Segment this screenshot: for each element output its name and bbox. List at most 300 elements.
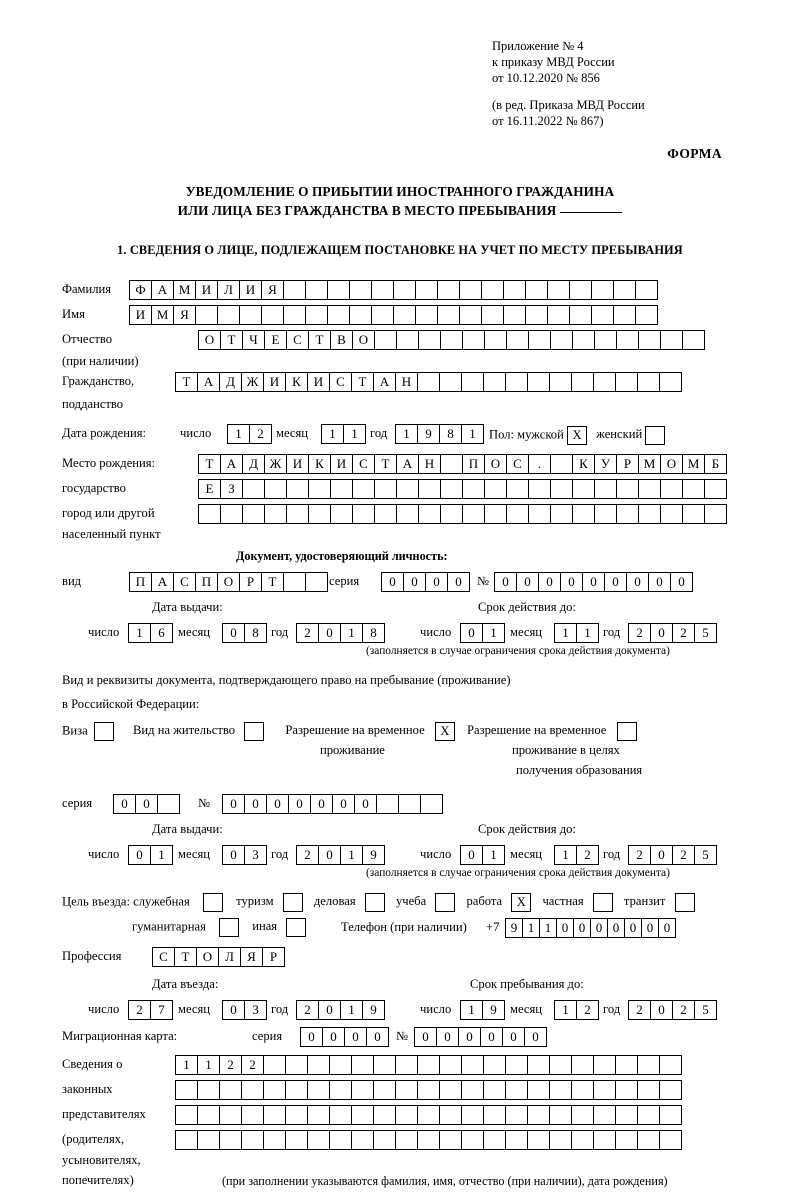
form-cell[interactable]: Т — [198, 454, 221, 474]
form-cell[interactable]: Е — [198, 479, 221, 499]
form-cell[interactable] — [349, 305, 372, 325]
temp-residence-checkbox[interactable]: X — [435, 722, 455, 741]
form-cell[interactable]: 0 — [516, 572, 539, 592]
form-cell[interactable] — [327, 305, 350, 325]
form-cell[interactable] — [462, 479, 485, 499]
form-cell[interactable] — [195, 305, 218, 325]
form-cell[interactable]: 0 — [573, 918, 591, 938]
form-cell[interactable] — [285, 1105, 308, 1125]
form-cell[interactable] — [549, 1080, 572, 1100]
form-cell[interactable]: 2 — [672, 1000, 695, 1020]
form-cell[interactable]: 1 — [321, 424, 344, 444]
form-cell[interactable] — [505, 372, 528, 392]
purpose-transit-checkbox[interactable] — [675, 893, 695, 912]
form-cell[interactable] — [286, 504, 309, 524]
form-cell[interactable] — [286, 479, 309, 499]
form-cell[interactable] — [418, 504, 441, 524]
form-cell[interactable] — [571, 372, 594, 392]
form-cell[interactable]: 0 — [626, 572, 649, 592]
form-cell[interactable]: К — [285, 372, 308, 392]
form-cell[interactable] — [593, 1130, 616, 1150]
birth-year-cells[interactable] — [395, 424, 484, 444]
form-cell[interactable] — [528, 504, 551, 524]
form-cell[interactable] — [484, 504, 507, 524]
birth-place-row1-cells[interactable] — [198, 454, 727, 474]
form-cell[interactable]: 5 — [694, 845, 717, 865]
form-cell[interactable] — [462, 504, 485, 524]
form-cell[interactable]: 0 — [222, 623, 245, 643]
form-cell[interactable] — [550, 504, 573, 524]
form-cell[interactable] — [569, 280, 592, 300]
form-cell[interactable] — [351, 1080, 374, 1100]
form-cell[interactable] — [659, 372, 682, 392]
form-cell[interactable] — [285, 1080, 308, 1100]
form-cell[interactable] — [175, 1130, 198, 1150]
form-cell[interactable]: 0 — [366, 1027, 389, 1047]
form-cell[interactable] — [591, 305, 614, 325]
form-cell[interactable] — [637, 1130, 660, 1150]
form-cell[interactable] — [571, 1130, 594, 1150]
form-cell[interactable]: 9 — [482, 1000, 505, 1020]
form-cell[interactable] — [616, 504, 639, 524]
form-cell[interactable] — [327, 280, 350, 300]
form-cell[interactable]: 1 — [395, 424, 418, 444]
form-cell[interactable] — [549, 1055, 572, 1075]
form-cell[interactable] — [241, 1080, 264, 1100]
form-cell[interactable]: 0 — [135, 794, 158, 814]
form-cell[interactable] — [219, 1080, 242, 1100]
legal-rep-row4-cells[interactable] — [175, 1130, 682, 1150]
form-cell[interactable]: 0 — [460, 623, 483, 643]
form-cell[interactable] — [505, 1105, 528, 1125]
form-cell[interactable]: Ж — [241, 372, 264, 392]
form-cell[interactable]: 2 — [241, 1055, 264, 1075]
form-cell[interactable]: 7 — [150, 1000, 173, 1020]
form-cell[interactable] — [217, 305, 240, 325]
form-cell[interactable]: В — [330, 330, 353, 350]
form-cell[interactable] — [527, 1080, 550, 1100]
form-cell[interactable] — [264, 504, 287, 524]
form-cell[interactable]: 1 — [539, 918, 557, 938]
form-cell[interactable] — [481, 305, 504, 325]
form-cell[interactable] — [637, 1080, 660, 1100]
doc-issue-month-cells[interactable] — [222, 623, 267, 643]
form-cell[interactable]: Р — [239, 572, 262, 592]
doc-valid-month-cells[interactable] — [554, 623, 599, 643]
form-cell[interactable] — [547, 280, 570, 300]
form-cell[interactable]: Л — [217, 280, 240, 300]
birth-day-cells[interactable] — [227, 424, 272, 444]
form-cell[interactable]: 8 — [362, 623, 385, 643]
form-cell[interactable] — [569, 305, 592, 325]
form-cell[interactable] — [352, 504, 375, 524]
form-cell[interactable] — [420, 794, 443, 814]
form-cell[interactable]: 2 — [672, 623, 695, 643]
form-cell[interactable] — [525, 280, 548, 300]
form-cell[interactable] — [593, 1105, 616, 1125]
form-cell[interactable]: 8 — [244, 623, 267, 643]
form-cell[interactable]: Т — [175, 372, 198, 392]
form-cell[interactable]: 0 — [538, 572, 561, 592]
form-cell[interactable] — [549, 372, 572, 392]
form-cell[interactable] — [615, 1080, 638, 1100]
form-cell[interactable] — [415, 305, 438, 325]
form-cell[interactable]: 0 — [447, 572, 470, 592]
form-cell[interactable] — [637, 1055, 660, 1075]
doc-valid-year-cells[interactable] — [628, 623, 717, 643]
form-cell[interactable] — [483, 372, 506, 392]
form-cell[interactable] — [263, 1080, 286, 1100]
form-cell[interactable]: 0 — [436, 1027, 459, 1047]
form-cell[interactable] — [330, 479, 353, 499]
form-cell[interactable] — [220, 504, 243, 524]
form-cell[interactable] — [505, 1130, 528, 1150]
form-cell[interactable] — [638, 479, 661, 499]
form-cell[interactable] — [373, 1105, 396, 1125]
form-cell[interactable]: К — [572, 454, 595, 474]
form-cell[interactable]: 1 — [340, 845, 363, 865]
form-cell[interactable] — [613, 305, 636, 325]
form-cell[interactable] — [283, 572, 306, 592]
form-cell[interactable]: 0 — [641, 918, 659, 938]
form-cell[interactable] — [660, 330, 683, 350]
form-cell[interactable] — [417, 1105, 440, 1125]
form-cell[interactable]: 1 — [227, 424, 250, 444]
form-cell[interactable] — [571, 1080, 594, 1100]
purpose-study-checkbox[interactable] — [435, 893, 455, 912]
form-cell[interactable]: Ж — [264, 454, 287, 474]
form-cell[interactable]: П — [129, 572, 152, 592]
form-cell[interactable]: Я — [173, 305, 196, 325]
form-cell[interactable]: 0 — [560, 572, 583, 592]
form-cell[interactable] — [261, 305, 284, 325]
doc-series-cells[interactable] — [381, 572, 470, 592]
form-cell[interactable]: 0 — [222, 794, 245, 814]
stay-valid-month-cells[interactable] — [554, 845, 599, 865]
patronymic-cells[interactable] — [198, 330, 705, 350]
form-cell[interactable] — [439, 1130, 462, 1150]
form-cell[interactable] — [305, 572, 328, 592]
stay-issue-month-cells[interactable] — [222, 845, 267, 865]
form-cell[interactable] — [157, 794, 180, 814]
form-cell[interactable] — [550, 330, 573, 350]
profession-cells[interactable] — [152, 947, 285, 967]
form-cell[interactable]: 0 — [556, 918, 574, 938]
form-cell[interactable]: 2 — [628, 1000, 651, 1020]
form-cell[interactable] — [483, 1080, 506, 1100]
form-cell[interactable]: 0 — [604, 572, 627, 592]
form-cell[interactable] — [615, 1130, 638, 1150]
form-cell[interactable]: 1 — [554, 623, 577, 643]
form-cell[interactable]: А — [151, 280, 174, 300]
form-cell[interactable]: 0 — [502, 1027, 525, 1047]
form-cell[interactable] — [439, 1080, 462, 1100]
form-cell[interactable]: 0 — [318, 623, 341, 643]
form-cell[interactable] — [373, 1055, 396, 1075]
form-cell[interactable]: 0 — [650, 623, 673, 643]
form-cell[interactable]: М — [173, 280, 196, 300]
legal-rep-row2-cells[interactable] — [175, 1080, 682, 1100]
form-cell[interactable]: И — [263, 372, 286, 392]
form-cell[interactable]: 1 — [343, 424, 366, 444]
form-cell[interactable] — [571, 1105, 594, 1125]
form-cell[interactable] — [396, 504, 419, 524]
form-cell[interactable]: 1 — [522, 918, 540, 938]
form-cell[interactable] — [439, 1105, 462, 1125]
form-cell[interactable] — [398, 794, 421, 814]
form-cell[interactable] — [615, 372, 638, 392]
form-cell[interactable]: 0 — [494, 572, 517, 592]
form-cell[interactable]: И — [307, 372, 330, 392]
form-cell[interactable]: Д — [219, 372, 242, 392]
form-cell[interactable]: Р — [262, 947, 285, 967]
form-cell[interactable] — [638, 330, 661, 350]
form-cell[interactable] — [461, 1105, 484, 1125]
form-cell[interactable] — [527, 1105, 550, 1125]
form-cell[interactable] — [371, 305, 394, 325]
form-cell[interactable] — [635, 280, 658, 300]
form-cell[interactable] — [417, 1055, 440, 1075]
form-cell[interactable] — [417, 372, 440, 392]
form-cell[interactable] — [175, 1105, 198, 1125]
form-cell[interactable]: 2 — [576, 1000, 599, 1020]
phone-cells[interactable] — [505, 918, 676, 938]
form-cell[interactable]: Т — [174, 947, 197, 967]
form-cell[interactable]: И — [286, 454, 309, 474]
form-cell[interactable] — [571, 1055, 594, 1075]
form-cell[interactable] — [461, 1080, 484, 1100]
form-cell[interactable]: 0 — [318, 1000, 341, 1020]
form-cell[interactable] — [283, 305, 306, 325]
form-cell[interactable]: 0 — [458, 1027, 481, 1047]
form-cell[interactable] — [615, 1105, 638, 1125]
form-cell[interactable] — [594, 330, 617, 350]
form-cell[interactable] — [349, 280, 372, 300]
form-cell[interactable]: К — [308, 454, 331, 474]
form-cell[interactable]: 5 — [694, 1000, 717, 1020]
form-cell[interactable]: 0 — [648, 572, 671, 592]
form-cell[interactable] — [682, 330, 705, 350]
form-cell[interactable] — [506, 504, 529, 524]
stay-issue-day-cells[interactable] — [128, 845, 173, 865]
form-cell[interactable] — [616, 479, 639, 499]
entry-day-cells[interactable] — [128, 1000, 173, 1020]
form-cell[interactable]: 9 — [417, 424, 440, 444]
form-cell[interactable]: Ф — [129, 280, 152, 300]
name-cells[interactable] — [129, 305, 658, 325]
form-cell[interactable]: Л — [218, 947, 241, 967]
form-cell[interactable]: 1 — [460, 1000, 483, 1020]
form-cell[interactable]: 1 — [576, 623, 599, 643]
form-cell[interactable] — [660, 479, 683, 499]
form-cell[interactable]: 2 — [296, 1000, 319, 1020]
form-cell[interactable] — [638, 504, 661, 524]
form-cell[interactable]: У — [594, 454, 617, 474]
form-cell[interactable] — [461, 372, 484, 392]
form-cell[interactable]: . — [528, 454, 551, 474]
form-cell[interactable]: 0 — [414, 1027, 437, 1047]
purpose-business-checkbox[interactable] — [365, 893, 385, 912]
form-cell[interactable]: 1 — [554, 845, 577, 865]
form-cell[interactable]: 1 — [461, 424, 484, 444]
form-cell[interactable]: Р — [616, 454, 639, 474]
form-cell[interactable]: 0 — [128, 845, 151, 865]
form-cell[interactable] — [283, 280, 306, 300]
form-cell[interactable]: 0 — [607, 918, 625, 938]
form-cell[interactable] — [659, 1055, 682, 1075]
form-cell[interactable]: И — [129, 305, 152, 325]
form-cell[interactable] — [616, 330, 639, 350]
purpose-service-checkbox[interactable] — [203, 893, 223, 912]
form-cell[interactable] — [637, 1105, 660, 1125]
form-cell[interactable] — [307, 1080, 330, 1100]
form-cell[interactable]: 0 — [222, 1000, 245, 1020]
form-cell[interactable]: 0 — [288, 794, 311, 814]
form-cell[interactable] — [704, 504, 727, 524]
form-cell[interactable] — [307, 1105, 330, 1125]
form-cell[interactable] — [550, 479, 573, 499]
form-cell[interactable] — [505, 1080, 528, 1100]
citizenship-cells[interactable] — [175, 372, 682, 392]
birth-place-row3-cells[interactable] — [198, 504, 727, 524]
form-cell[interactable] — [175, 1080, 198, 1100]
form-cell[interactable] — [352, 479, 375, 499]
form-cell[interactable] — [527, 1055, 550, 1075]
stay-series-cells[interactable] — [113, 794, 180, 814]
form-cell[interactable]: 2 — [249, 424, 272, 444]
stay-issue-year-cells[interactable] — [296, 845, 385, 865]
form-cell[interactable]: 9 — [505, 918, 523, 938]
form-cell[interactable] — [241, 1105, 264, 1125]
form-cell[interactable]: А — [197, 372, 220, 392]
form-cell[interactable] — [591, 280, 614, 300]
form-cell[interactable] — [439, 372, 462, 392]
form-cell[interactable] — [528, 479, 551, 499]
form-cell[interactable]: 0 — [266, 794, 289, 814]
form-cell[interactable]: 2 — [628, 623, 651, 643]
form-cell[interactable]: 2 — [128, 1000, 151, 1020]
form-cell[interactable] — [241, 1130, 264, 1150]
form-cell[interactable]: И — [239, 280, 262, 300]
form-cell[interactable] — [239, 305, 262, 325]
form-cell[interactable]: 0 — [113, 794, 136, 814]
form-cell[interactable] — [264, 479, 287, 499]
form-cell[interactable] — [329, 1105, 352, 1125]
form-cell[interactable]: Д — [242, 454, 265, 474]
purpose-humanitarian-checkbox[interactable] — [219, 918, 239, 937]
doc-kind-cells[interactable] — [129, 572, 328, 592]
form-cell[interactable]: Т — [351, 372, 374, 392]
form-cell[interactable] — [594, 504, 617, 524]
form-cell[interactable] — [285, 1055, 308, 1075]
form-cell[interactable]: 6 — [150, 623, 173, 643]
form-cell[interactable]: 1 — [150, 845, 173, 865]
form-cell[interactable]: 0 — [310, 794, 333, 814]
form-cell[interactable] — [374, 479, 397, 499]
form-cell[interactable] — [374, 504, 397, 524]
legal-rep-row3-cells[interactable] — [175, 1105, 682, 1125]
form-cell[interactable] — [659, 1130, 682, 1150]
form-cell[interactable] — [682, 479, 705, 499]
form-cell[interactable]: 0 — [670, 572, 693, 592]
form-cell[interactable] — [351, 1055, 374, 1075]
form-cell[interactable]: 0 — [322, 1027, 345, 1047]
form-cell[interactable] — [371, 280, 394, 300]
form-cell[interactable] — [374, 330, 397, 350]
form-cell[interactable] — [459, 280, 482, 300]
form-cell[interactable] — [329, 1080, 352, 1100]
form-cell[interactable]: А — [220, 454, 243, 474]
purpose-private-checkbox[interactable] — [593, 893, 613, 912]
entry-month-cells[interactable] — [222, 1000, 267, 1020]
purpose-tourism-checkbox[interactable] — [283, 893, 303, 912]
form-cell[interactable]: И — [195, 280, 218, 300]
form-cell[interactable] — [593, 1080, 616, 1100]
form-cell[interactable] — [219, 1130, 242, 1150]
form-cell[interactable] — [396, 330, 419, 350]
stay-until-year-cells[interactable] — [628, 1000, 717, 1020]
form-cell[interactable] — [572, 330, 595, 350]
form-cell[interactable] — [263, 1130, 286, 1150]
legal-rep-row1-cells[interactable] — [175, 1055, 682, 1075]
form-cell[interactable] — [462, 330, 485, 350]
form-cell[interactable] — [417, 1080, 440, 1100]
form-cell[interactable]: 0 — [222, 845, 245, 865]
form-cell[interactable]: 5 — [694, 623, 717, 643]
form-cell[interactable]: М — [151, 305, 174, 325]
form-cell[interactable] — [263, 1105, 286, 1125]
form-cell[interactable] — [242, 504, 265, 524]
form-cell[interactable] — [481, 280, 504, 300]
form-cell[interactable]: 2 — [628, 845, 651, 865]
stay-until-day-cells[interactable] — [460, 1000, 505, 1020]
form-cell[interactable] — [528, 330, 551, 350]
form-cell[interactable] — [637, 372, 660, 392]
form-cell[interactable]: 0 — [650, 1000, 673, 1020]
form-cell[interactable] — [373, 1080, 396, 1100]
form-cell[interactable] — [376, 794, 399, 814]
entry-year-cells[interactable] — [296, 1000, 385, 1020]
form-cell[interactable] — [506, 479, 529, 499]
form-cell[interactable] — [373, 1130, 396, 1150]
form-cell[interactable]: 0 — [381, 572, 404, 592]
migration-series-cells[interactable] — [300, 1027, 389, 1047]
form-cell[interactable] — [197, 1130, 220, 1150]
form-cell[interactable] — [459, 305, 482, 325]
form-cell[interactable] — [329, 1055, 352, 1075]
form-cell[interactable]: 1 — [340, 1000, 363, 1020]
form-cell[interactable] — [547, 305, 570, 325]
form-cell[interactable] — [549, 1105, 572, 1125]
form-cell[interactable]: М — [682, 454, 705, 474]
form-cell[interactable]: Т — [308, 330, 331, 350]
birth-month-cells[interactable] — [321, 424, 366, 444]
form-cell[interactable]: 1 — [128, 623, 151, 643]
form-cell[interactable]: 2 — [576, 845, 599, 865]
form-cell[interactable]: 0 — [590, 918, 608, 938]
form-cell[interactable]: 0 — [624, 918, 642, 938]
form-cell[interactable]: С — [152, 947, 175, 967]
form-cell[interactable]: О — [196, 947, 219, 967]
form-cell[interactable] — [305, 280, 328, 300]
form-cell[interactable] — [484, 479, 507, 499]
form-cell[interactable]: Н — [418, 454, 441, 474]
stay-valid-day-cells[interactable] — [460, 845, 505, 865]
form-cell[interactable]: 0 — [480, 1027, 503, 1047]
form-cell[interactable]: Т — [261, 572, 284, 592]
form-cell[interactable] — [635, 305, 658, 325]
stay-number-cells[interactable] — [222, 794, 443, 814]
